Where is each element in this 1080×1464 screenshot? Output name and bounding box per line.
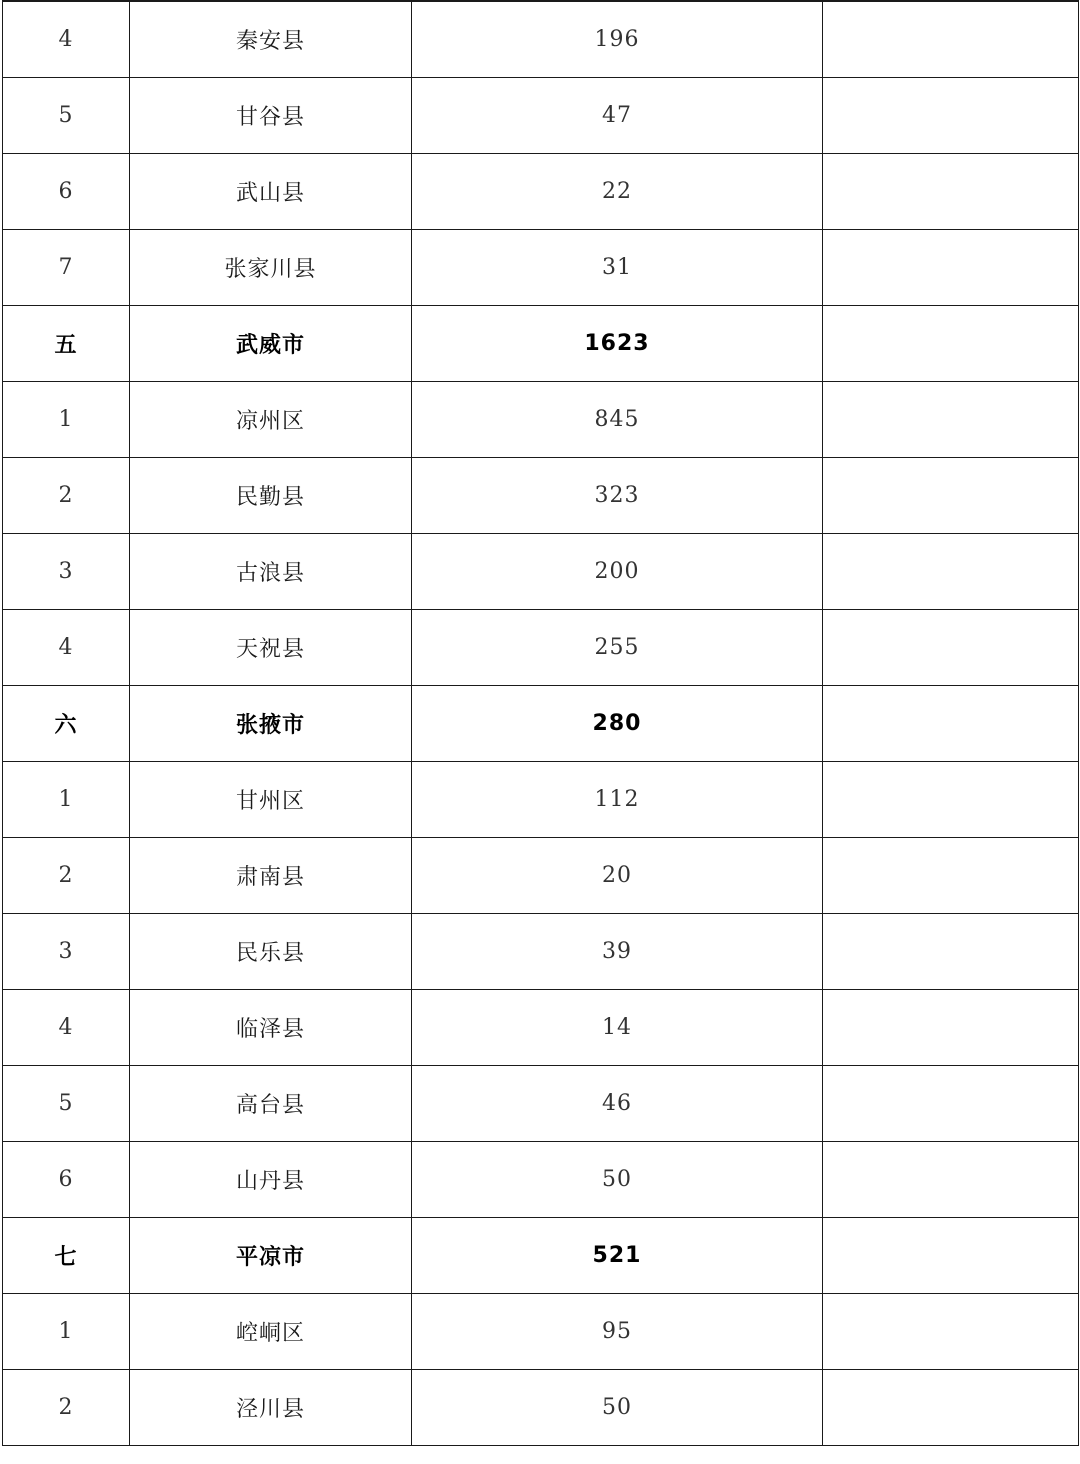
- row-index-cell: 7: [3, 230, 130, 306]
- region-name-cell: 山丹县: [130, 1142, 412, 1218]
- note-cell: [823, 838, 1079, 914]
- region-name-cell: 肃南县: [130, 838, 412, 914]
- count-value-cell: 845: [412, 382, 823, 458]
- note-cell: [823, 610, 1079, 686]
- region-name-cell: 崆峒区: [130, 1294, 412, 1370]
- count-value-cell: 521: [412, 1218, 823, 1294]
- row-index-cell: 6: [3, 1142, 130, 1218]
- row-index-cell: 4: [3, 1, 130, 78]
- table-row: [3, 78, 1079, 154]
- row-index-cell: 2: [3, 1370, 130, 1446]
- note-cell: [823, 458, 1079, 534]
- row-index-cell: 3: [3, 534, 130, 610]
- region-name-cell: 临泽县: [130, 990, 412, 1066]
- note-cell: [823, 306, 1079, 382]
- table-row: [3, 230, 1079, 306]
- group-header-row: [3, 306, 1079, 382]
- table-body: [3, 1, 1079, 1446]
- region-name-cell: 高台县: [130, 1066, 412, 1142]
- table-row: [3, 1370, 1079, 1446]
- count-value-cell: 31: [412, 230, 823, 306]
- region-name-cell: 民勤县: [130, 458, 412, 534]
- group-header-row: [3, 686, 1079, 762]
- region-name-cell: 张家川县: [130, 230, 412, 306]
- row-index-cell: 六: [3, 686, 130, 762]
- count-value-cell: 47: [412, 78, 823, 154]
- note-cell: [823, 1294, 1079, 1370]
- table-row: [3, 1, 1079, 78]
- count-value-cell: 14: [412, 990, 823, 1066]
- note-cell: [823, 686, 1079, 762]
- note-cell: [823, 762, 1079, 838]
- region-name-cell: 武威市: [130, 306, 412, 382]
- table-row: [3, 838, 1079, 914]
- row-index-cell: 2: [3, 458, 130, 534]
- row-index-cell: 4: [3, 610, 130, 686]
- count-value-cell: 39: [412, 914, 823, 990]
- region-name-cell: 民乐县: [130, 914, 412, 990]
- note-cell: [823, 1370, 1079, 1446]
- region-name-cell: 秦安县: [130, 1, 412, 78]
- table-row: [3, 458, 1079, 534]
- table-row: [3, 914, 1079, 990]
- table-row: [3, 610, 1079, 686]
- region-name-cell: 甘州区: [130, 762, 412, 838]
- row-index-cell: 五: [3, 306, 130, 382]
- row-index-cell: 2: [3, 838, 130, 914]
- count-value-cell: 1623: [412, 306, 823, 382]
- note-cell: [823, 914, 1079, 990]
- note-cell: [823, 382, 1079, 458]
- count-value-cell: 196: [412, 1, 823, 78]
- county-data-table: [2, 0, 1079, 1446]
- row-index-cell: 4: [3, 990, 130, 1066]
- row-index-cell: 1: [3, 382, 130, 458]
- table-row: [3, 1066, 1079, 1142]
- row-index-cell: 1: [3, 1294, 130, 1370]
- row-index-cell: 5: [3, 78, 130, 154]
- count-value-cell: 112: [412, 762, 823, 838]
- note-cell: [823, 1142, 1079, 1218]
- table-row: [3, 1294, 1079, 1370]
- table-row: [3, 534, 1079, 610]
- note-cell: [823, 534, 1079, 610]
- region-name-cell: 泾川县: [130, 1370, 412, 1446]
- region-name-cell: 武山县: [130, 154, 412, 230]
- note-cell: [823, 990, 1079, 1066]
- region-name-cell: 甘谷县: [130, 78, 412, 154]
- table-row: [3, 990, 1079, 1066]
- row-index-cell: 5: [3, 1066, 130, 1142]
- table-row: [3, 1142, 1079, 1218]
- note-cell: [823, 1218, 1079, 1294]
- note-cell: [823, 230, 1079, 306]
- region-name-cell: 平凉市: [130, 1218, 412, 1294]
- count-value-cell: 50: [412, 1370, 823, 1446]
- region-name-cell: 凉州区: [130, 382, 412, 458]
- count-value-cell: 20: [412, 838, 823, 914]
- region-name-cell: 古浪县: [130, 534, 412, 610]
- count-value-cell: 50: [412, 1142, 823, 1218]
- group-header-row: [3, 1218, 1079, 1294]
- note-cell: [823, 78, 1079, 154]
- row-index-cell: 3: [3, 914, 130, 990]
- count-value-cell: 280: [412, 686, 823, 762]
- row-index-cell: 1: [3, 762, 130, 838]
- region-name-cell: 天祝县: [130, 610, 412, 686]
- row-index-cell: 6: [3, 154, 130, 230]
- count-value-cell: 255: [412, 610, 823, 686]
- note-cell: [823, 1066, 1079, 1142]
- region-name-cell: 张掖市: [130, 686, 412, 762]
- table-row: [3, 762, 1079, 838]
- count-value-cell: 200: [412, 534, 823, 610]
- count-value-cell: 95: [412, 1294, 823, 1370]
- table-row: [3, 154, 1079, 230]
- count-value-cell: 22: [412, 154, 823, 230]
- count-value-cell: 46: [412, 1066, 823, 1142]
- table-row: [3, 382, 1079, 458]
- count-value-cell: 323: [412, 458, 823, 534]
- note-cell: [823, 154, 1079, 230]
- row-index-cell: 七: [3, 1218, 130, 1294]
- note-cell: [823, 1, 1079, 78]
